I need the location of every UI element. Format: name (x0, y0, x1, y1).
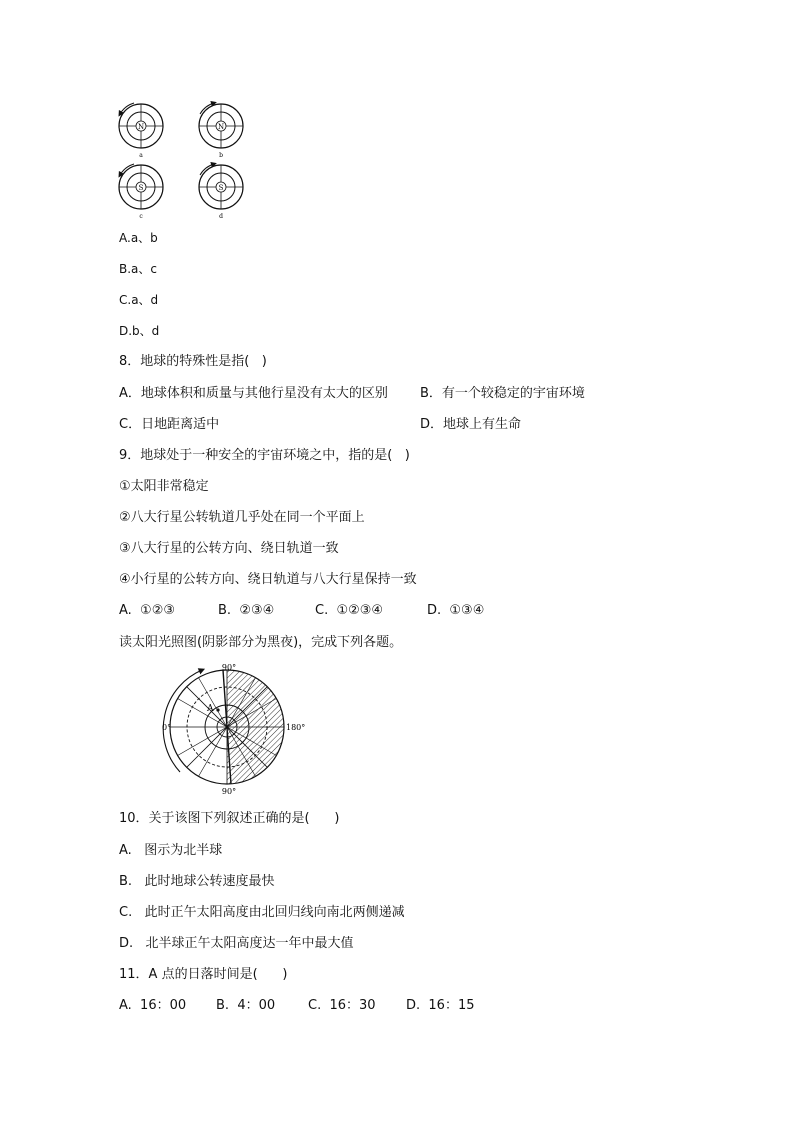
diagram-d-label: d (219, 213, 223, 220)
diagram-a-label: a (139, 152, 143, 159)
diagram-a-center: N (137, 123, 145, 131)
sunlight-diagram (160, 660, 310, 798)
q10-option-a[interactable]: A. 图示为北半球 (119, 843, 223, 858)
q9-option-c[interactable]: C. ①②③④ (315, 603, 384, 618)
label-bottom-90: 90° (221, 787, 237, 796)
diagram-b (199, 103, 243, 159)
q10-option-b[interactable]: B. 此时地球公转速度最快 (119, 874, 275, 889)
q10-option-d[interactable]: D. 北半球正午太阳高度达一年中最大值 (119, 936, 354, 951)
q8-option-a[interactable]: A．地球体积和质量与其他行星没有太大的区别 (119, 386, 388, 401)
q11-option-a[interactable]: A. 16：00 (119, 998, 187, 1013)
sunlight-intro: 读太阳光照图(阴影部分为黑夜)，完成下列各题。 (119, 635, 403, 650)
q8-option-b[interactable]: B．有一个较稳定的宇宙环境 (420, 386, 585, 401)
q7-option-c[interactable]: C.a、d (119, 293, 159, 307)
diagram-c (119, 164, 163, 220)
q9-stem: 9．地球处于一种安全的宇宙环境之中，指的是( ) (119, 448, 410, 463)
q10-option-c[interactable]: C. 此时正午太阳高度由北回归线向南北两侧递减 (119, 905, 405, 920)
q9-item-2: ②八大行星公转轨道几乎处在同一个平面上 (119, 510, 365, 525)
q9-item-4: ④小行星的公转方向、绕日轨道与八大行星保持一致 (119, 572, 417, 587)
diagram-d-center: S (218, 184, 224, 192)
q10-stem: 10．关于该图下列叙述正确的是( ) (119, 811, 340, 826)
label-top-90: 90° (221, 663, 237, 672)
q11-option-b[interactable]: B. 4：00 (216, 998, 276, 1013)
q9-option-d[interactable]: D. ①③④ (427, 603, 485, 618)
diagram-a (119, 103, 163, 159)
q8-option-d[interactable]: D．地球上有生命 (420, 417, 522, 432)
q9-item-1: ①太阳非常稳定 (119, 479, 209, 494)
q9-item-3: ③八大行星的公转方向、绕日轨道一致 (119, 541, 339, 556)
q7-option-a[interactable]: A.a、b (119, 231, 158, 245)
diagram-b-center: N (217, 123, 225, 131)
point-a-label: A (207, 704, 214, 714)
q7-option-d[interactable]: D.b、d (119, 324, 160, 338)
diagram-c-label: c (139, 213, 143, 220)
q9-option-a[interactable]: A. ①②③ (119, 603, 176, 618)
diagram-b-label: b (219, 152, 223, 159)
label-0: 0° (162, 723, 172, 732)
q11-option-c[interactable]: C. 16：30 (308, 998, 376, 1013)
q7-option-b[interactable]: B.a、c (119, 262, 157, 276)
q11-stem: 11．A 点的日落时间是( ) (119, 967, 288, 982)
diagram-c-center: S (138, 184, 144, 192)
rotation-diagram-figure (114, 96, 254, 226)
diagram-d (199, 164, 243, 220)
q8-stem: 8．地球的特殊性是指( ) (119, 354, 267, 369)
q8-option-c[interactable]: C．日地距离适中 (119, 417, 220, 432)
q11-option-d[interactable]: D. 16：15 (406, 998, 475, 1013)
label-180: 180° (286, 723, 306, 732)
q9-option-b[interactable]: B. ②③④ (218, 603, 275, 618)
